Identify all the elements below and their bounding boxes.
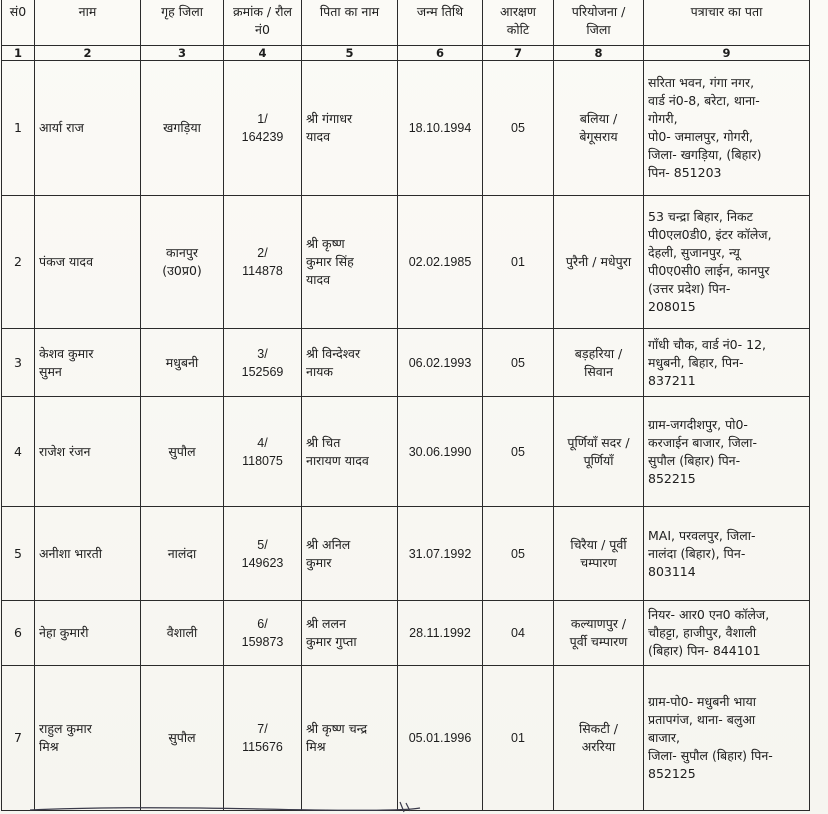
cell-project-line: बेगूसराय	[579, 129, 618, 144]
cell-project-line: पूर्वी चम्पारण	[569, 634, 628, 649]
cell-address-line: 852215	[648, 470, 696, 486]
cell-roll-line: 7/	[257, 722, 268, 736]
cell-project-line: पुरैनी / मधेपुरा	[565, 254, 632, 269]
cell-project	[554, 329, 644, 397]
cell-roll-line: 159873	[241, 635, 284, 649]
cell-project	[554, 666, 644, 811]
cell-roll-line: 1/	[257, 112, 268, 126]
cell-address-line: बाजार,	[648, 730, 680, 745]
cell-address-line: चौहट्टा, हाजीपुर, वैशाली	[648, 625, 757, 640]
cell-roll-line: 114878	[242, 264, 283, 278]
cell-father	[302, 61, 398, 196]
cell-address-line: जिला- खगड़िया, (बिहार)	[648, 147, 762, 162]
cell-dob: 05.01.1996	[398, 666, 483, 811]
cell-project-line: सिकटी /	[578, 721, 618, 736]
column-number: 3	[141, 46, 224, 61]
cell-address-line: 208015	[648, 299, 696, 314]
cell-quota: 04	[483, 601, 554, 666]
cell-roll-line: 2/	[257, 246, 268, 260]
cell-roll-line: 149623	[241, 555, 284, 570]
cell-project-line: बलिया /	[579, 111, 618, 126]
cell-quota: 05	[483, 507, 554, 601]
cell-name-line: केशव कुमार	[39, 345, 94, 361]
cell-home-district	[141, 601, 224, 666]
cell-roll	[224, 601, 302, 666]
cell-serial: 5	[2, 507, 35, 601]
cell-address	[644, 329, 810, 397]
cell-project	[554, 601, 644, 666]
table-row	[2, 666, 810, 811]
header-quota: आरक्षण कोटि	[483, 0, 554, 46]
cell-project-line: चम्पारण	[580, 554, 617, 570]
cell-home-district-line: नालंदा	[167, 545, 197, 561]
cell-address-line: देहली, सुजानपुर, न्यू	[648, 245, 740, 260]
cell-name	[35, 196, 141, 329]
cell-serial: 1	[2, 61, 35, 196]
column-number: 2	[35, 46, 141, 61]
cell-roll-line: 3/	[257, 346, 268, 361]
column-number: 6	[398, 46, 483, 61]
cell-father-line: नायक	[306, 363, 334, 379]
cell-father-line: श्री अनिल	[306, 536, 351, 552]
cell-project	[554, 507, 644, 601]
column-number: 9	[644, 46, 810, 61]
column-number: 8	[554, 46, 644, 61]
cell-address	[644, 601, 810, 666]
cell-father-line: श्री ललन	[306, 616, 346, 631]
cell-project	[554, 397, 644, 507]
table-row	[2, 397, 810, 507]
cell-name-line: सुमन	[39, 363, 62, 379]
cell-father-line: यादव	[306, 129, 331, 144]
cell-home-district-line: कानपुर	[166, 245, 198, 260]
cell-address-line: 837211	[648, 372, 696, 388]
cell-address-line: सरिता भवन, गंगा नगर,	[648, 75, 755, 90]
cell-father-line: मिश्र	[306, 739, 326, 754]
cell-roll	[224, 507, 302, 601]
cell-roll	[224, 329, 302, 397]
cell-dob: 06.02.1993	[398, 329, 483, 397]
cell-dob: 02.02.1985	[398, 196, 483, 329]
cell-home-district-line: सुपौल	[168, 443, 196, 459]
cell-roll	[224, 196, 302, 329]
cell-address-line: पी0एल0डी0, इंटर कॉलेज,	[648, 227, 772, 242]
cell-father-line: कुमार	[306, 554, 332, 570]
cell-name	[35, 61, 141, 196]
cell-serial: 3	[2, 329, 35, 397]
cell-project-line: कल्याणपुर /	[570, 616, 627, 631]
cell-roll	[224, 397, 302, 507]
cell-address-line: नालंदा (बिहार), पिन-	[648, 545, 746, 561]
cell-project	[554, 196, 644, 329]
cell-address-line: 803114	[648, 563, 696, 579]
candidate-table	[1, 0, 810, 811]
cell-address-line: 852125	[648, 766, 696, 781]
cell-address-line: पो0- जमालपुर, गोगरी,	[648, 129, 754, 144]
cell-father	[302, 196, 398, 329]
cell-roll-line: 6/	[257, 617, 268, 631]
table-row	[2, 329, 810, 397]
cell-address	[644, 196, 810, 329]
cell-roll-line: 115676	[242, 740, 283, 754]
cell-roll-line: 152569	[241, 364, 284, 379]
cell-father-line: श्री गंगाधर	[306, 111, 353, 126]
handwritten-mark	[0, 800, 828, 814]
cell-address	[644, 397, 810, 507]
cell-roll-line: 164239	[241, 130, 284, 144]
cell-address-line: 53 चन्द्रा बिहार, निकट	[648, 209, 753, 224]
cell-father	[302, 601, 398, 666]
cell-name	[35, 507, 141, 601]
cell-address-line: गाँधी चौक, वार्ड नं0- 12,	[648, 336, 766, 352]
cell-father-line: श्री कृष्ण	[306, 236, 345, 251]
cell-name-line: आर्या राज	[39, 120, 84, 135]
cell-project-line: चिरैया / पूर्वी	[570, 536, 627, 552]
cell-serial: 4	[2, 397, 35, 507]
cell-home-district-line: (उ0प्र0)	[162, 263, 202, 278]
cell-quota: 05	[483, 329, 554, 397]
cell-home-district-line: सुपौल	[168, 730, 196, 745]
cell-address-line: पिन- 851203	[648, 165, 722, 180]
cell-father-line: यादव	[306, 272, 331, 287]
cell-quota: 05	[483, 61, 554, 196]
cell-serial: 6	[2, 601, 35, 666]
cell-home-district-line: मधुबनी	[165, 354, 199, 370]
cell-address-line: MAI, परवलपुर, जिला-	[648, 527, 756, 543]
cell-roll	[224, 666, 302, 811]
cell-home-district	[141, 329, 224, 397]
cell-name-line: नेहा कुमारी	[39, 625, 89, 640]
cell-dob: 18.10.1994	[398, 61, 483, 196]
cell-quota: 01	[483, 196, 554, 329]
cell-address-line: मधुबनी, बिहार, पिन-	[648, 354, 744, 370]
cell-father-line: नारायण यादव	[306, 452, 369, 468]
cell-father	[302, 329, 398, 397]
header-home-district: गृह जिला	[141, 0, 224, 46]
column-number: 1	[2, 46, 35, 61]
header-project: परियोजना / जिला	[554, 0, 644, 46]
cell-father-line: श्री कृष्ण चन्द्र	[306, 721, 368, 736]
column-number: 7	[483, 46, 554, 61]
cell-home-district	[141, 507, 224, 601]
cell-name	[35, 329, 141, 397]
cell-dob: 31.07.1992	[398, 507, 483, 601]
cell-home-district	[141, 666, 224, 811]
cell-father	[302, 507, 398, 601]
cell-name-line: अनीशा भारती	[39, 545, 102, 561]
cell-address-line: वार्ड नं0-8, बरेटा, थाना-	[648, 93, 760, 108]
cell-address-line: ग्राम-पो0- मधुबनी भाया	[648, 694, 757, 709]
cell-home-district	[141, 397, 224, 507]
cell-address-line: (बिहार) पिन- 844101	[648, 643, 761, 658]
cell-home-district-line: वैशाली	[166, 625, 198, 640]
table-row	[2, 507, 810, 601]
cell-address-line: गोगरी,	[648, 111, 678, 126]
cell-father-line: श्री चित	[306, 434, 341, 450]
cell-serial: 7	[2, 666, 35, 811]
cell-roll-line: 5/	[257, 537, 268, 552]
cell-address-line: ग्राम-जगदीशपुर, पो0-	[648, 416, 748, 432]
table-row	[2, 61, 810, 196]
cell-address-line: करजाईन बाजार, जिला-	[648, 434, 757, 450]
table-row	[2, 196, 810, 329]
cell-home-district-line: खगड़िया	[163, 120, 201, 135]
table-row	[2, 601, 810, 666]
cell-serial: 2	[2, 196, 35, 329]
cell-project-line: अररिया	[581, 739, 616, 754]
cell-dob: 30.06.1990	[398, 397, 483, 507]
header-name: नाम	[35, 0, 141, 46]
cell-father	[302, 397, 398, 507]
cell-name-line: पंकज यादव	[39, 254, 94, 269]
cell-address-line: पी0ए0सी0 लाईन, कानपुर	[648, 263, 770, 278]
cell-address-line: सुपौल (बिहार) पिन-	[648, 452, 741, 468]
cell-address-line: जिला- सुपौल (बिहार) पिन-	[648, 748, 773, 763]
cell-address-line: प्रतापगंज, थाना- बलुआ	[648, 712, 756, 727]
cell-roll-line: 118075	[242, 453, 283, 468]
header-row	[2, 0, 810, 46]
cell-home-district	[141, 196, 224, 329]
cell-name-line: राहुल कुमार	[39, 721, 92, 736]
cell-home-district	[141, 61, 224, 196]
cell-dob: 28.11.1992	[398, 601, 483, 666]
cell-name	[35, 666, 141, 811]
cell-name	[35, 601, 141, 666]
cell-name	[35, 397, 141, 507]
cell-name-line: राजेश रंजन	[39, 443, 91, 459]
cell-roll-line: 4/	[257, 435, 268, 450]
header-serial: सं0	[2, 0, 35, 46]
cell-project-line: सिवान	[584, 363, 613, 379]
column-number-row	[2, 46, 810, 61]
column-number: 4	[224, 46, 302, 61]
header-father: पिता का नाम	[302, 0, 398, 46]
table-body	[2, 61, 810, 811]
cell-father-line: कुमार गुप्ता	[306, 634, 357, 649]
cell-father-line: श्री विन्देश्वर	[306, 345, 361, 361]
cell-name-line: मिश्र	[39, 739, 59, 754]
cell-project-line: बड़हरिया /	[574, 345, 623, 361]
cell-address-line: नियर- आर0 एन0 कॉलेज,	[648, 607, 770, 622]
column-number: 5	[302, 46, 398, 61]
header-address: पत्राचार का पता	[644, 0, 810, 46]
header-roll: क्रमांक / रौल नं0	[224, 0, 302, 46]
cell-address	[644, 666, 810, 811]
cell-father-line: कुमार सिंह	[306, 254, 354, 269]
header-dob: जन्म तिथि	[398, 0, 483, 46]
cell-address-line: (उत्तर प्रदेश) पिन-	[648, 281, 731, 296]
cell-father	[302, 666, 398, 811]
cell-address	[644, 61, 810, 196]
cell-quota: 05	[483, 397, 554, 507]
cell-roll	[224, 61, 302, 196]
cell-project	[554, 61, 644, 196]
cell-address	[644, 507, 810, 601]
cell-project-line: पूर्णियाँ	[583, 452, 614, 468]
cell-quota: 01	[483, 666, 554, 811]
cell-project-line: पूर्णियाँ सदर /	[567, 434, 630, 450]
